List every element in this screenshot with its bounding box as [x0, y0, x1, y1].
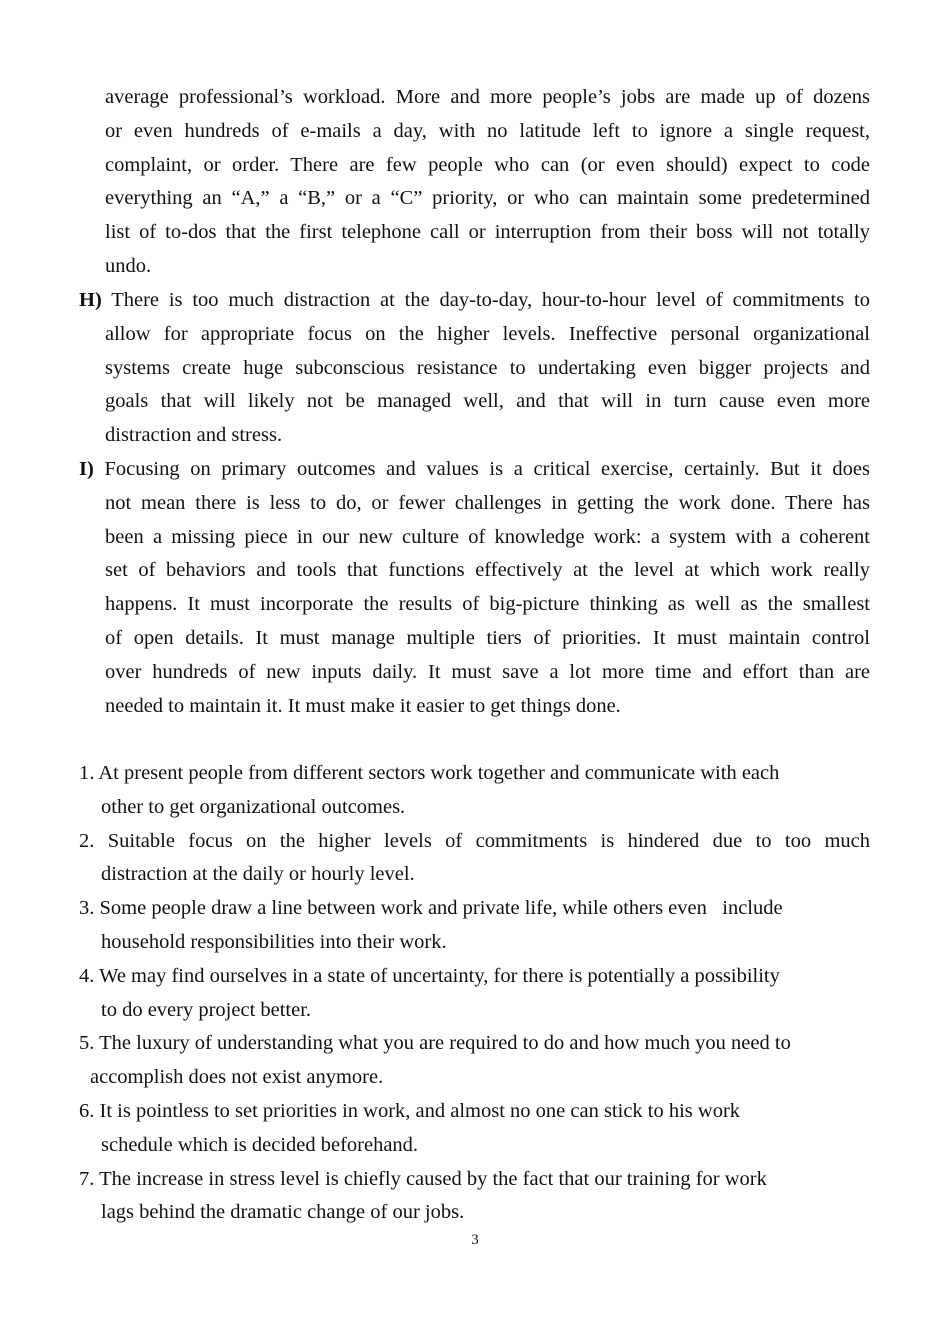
- text-line: needed to maintain it. It must make it easier to get things done.: [105, 694, 621, 717]
- page-number: 3: [471, 1232, 479, 1248]
- text-line: over hundreds of new inputs daily. It must save a lot more time and effort than are: [105, 660, 870, 683]
- statement-2-line-2: distraction at the daily or hourly level.: [101, 863, 415, 886]
- statement-4-line-2: to do every project better.: [101, 998, 312, 1021]
- text-line: or even hundreds of e-mails a day, with no latitude left to ignore a single request,: [105, 119, 870, 142]
- statement-5-line-2: accomplish does not exist anymore.: [90, 1066, 384, 1089]
- statement-3-line-1: 3. Some people draw a line between work and private life, while others even include: [79, 897, 783, 920]
- statement-1-line-1: 1. At present people from different sectors work together and communicate with each: [79, 762, 780, 784]
- paragraph-first-line: Focusing on primary outcomes and values is a critical exercise, certainly. But it does: [93, 458, 870, 480]
- statement-5-line-1: 5. The luxury of understanding what you are required to do and how much you need to: [79, 1032, 791, 1055]
- text-line: been a missing piece in our new culture of knowledge work: a system with a coherent: [105, 525, 870, 548]
- statement-7-line-2: lags behind the dramatic change of our jobs.: [101, 1201, 465, 1224]
- statement-1-line-2: other to get organizational outcomes.: [101, 795, 406, 818]
- statement-2-line-1: 2. Suitable focus on the higher levels of commitments is hindered due to too much: [79, 829, 870, 852]
- paragraph-first-line: There is too much distraction at the day-to-day, hour-to-hour level of commitments to: [101, 289, 870, 311]
- paragraph-h: [79, 284, 870, 453]
- statement-6-line-2: schedule which is decided beforehand.: [101, 1133, 419, 1156]
- text-line: set of behaviors and tools that functions effectively at the level at which work really: [105, 559, 870, 582]
- text-line: list of to-dos that the first telephone call or interruption from their boss will not totally: [105, 221, 870, 244]
- paragraph-i: [79, 453, 870, 723]
- text-line: [79, 284, 870, 318]
- text-line: happens. It must incorporate the results of big-picture thinking as well as the smallest: [105, 593, 870, 616]
- text-line: distraction and stress.: [105, 424, 283, 447]
- paragraph-g-continuation: [79, 81, 870, 284]
- statement-7-line-1: 7. The increase in stress level is chiefly caused by the fact that our training for work: [79, 1167, 767, 1190]
- text-line: allow for appropriate focus on the higher levels. Ineffective personal organizational: [105, 322, 870, 345]
- statement-3-line-2: household responsibilities into their work.: [101, 930, 447, 953]
- statement-6-line-1: 6. It is pointless to set priorities in work, and almost no one can stick to his work: [79, 1099, 741, 1122]
- text-line: goals that will likely not be managed well, and that will in turn cause even more: [105, 390, 870, 413]
- statement-list: [79, 757, 870, 1230]
- text-line: of open details. It must manage multiple tiers of priorities. It must maintain control: [105, 626, 870, 649]
- text-line: not mean there is less to do, or fewer challenges in getting the work done. There has: [105, 491, 870, 514]
- text-line: undo.: [105, 254, 152, 277]
- paragraph-label: H): [79, 289, 102, 311]
- text-line: everything an “A,” a “B,” or a “C” priority, or who can maintain some predetermined: [105, 187, 870, 210]
- statement-4-line-1: 4. We may find ourselves in a state of uncertainty, for there is potentially a possibility: [79, 964, 780, 987]
- paragraph-label: I): [79, 458, 94, 480]
- text-line: [79, 453, 870, 487]
- text-line: complaint, or order. There are few people who can (or even should) expect to code: [105, 153, 870, 176]
- text-line: average professional’s workload. More and more people’s jobs are made up of dozens: [105, 86, 870, 108]
- text-line: systems create huge subconscious resistance to undertaking even bigger projects and: [105, 356, 870, 379]
